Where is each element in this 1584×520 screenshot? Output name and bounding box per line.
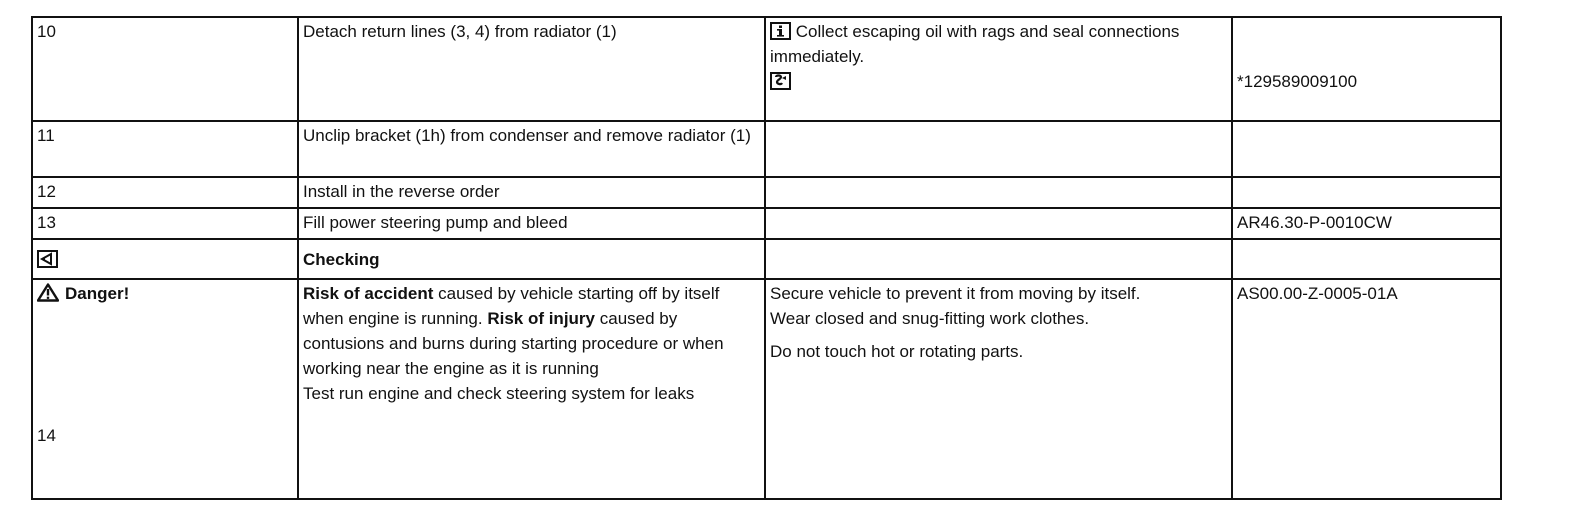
special-tool-icon <box>770 72 791 90</box>
table-row <box>32 208 1501 239</box>
note-cell <box>765 208 1232 239</box>
reference-cell <box>1232 17 1501 121</box>
risk-text: caused by contusions and burns during starting procedure or when working near the engine as it is running <box>303 309 724 378</box>
step-number: 14 <box>37 426 56 445</box>
action-cell <box>298 17 765 121</box>
info-icon <box>770 22 791 40</box>
safety-measure: Wear closed and snug-fitting work clothes. <box>770 309 1090 328</box>
reference-link[interactable]: AR46.30-P-0010CW <box>1237 213 1392 232</box>
risk-heading: Risk of accident <box>303 284 434 303</box>
step-action: Install in the reverse order <box>303 182 500 201</box>
table-row <box>32 279 1501 499</box>
reference-link[interactable]: AS00.00-Z-0005-01A <box>1237 284 1398 303</box>
action-cell <box>298 177 765 208</box>
step-number: 10 <box>37 22 56 41</box>
section-heading: Checking <box>303 250 380 269</box>
reference-cell <box>1232 208 1501 239</box>
reference-link[interactable]: *129589009100 <box>1237 72 1358 91</box>
note-cell <box>765 121 1232 177</box>
note-cell <box>765 239 1232 279</box>
step-action: Test run engine and check steering system for leaks <box>303 384 695 403</box>
step-number-cell <box>32 121 298 177</box>
step-number: 11 <box>37 126 55 145</box>
step-icon-cell <box>32 239 298 279</box>
reference-cell <box>1232 279 1501 499</box>
safety-measure: Do not touch hot or rotating parts. <box>770 342 1024 361</box>
action-cell <box>298 208 765 239</box>
step-number-cell <box>32 208 298 239</box>
step-action: Fill power steering pump and bleed <box>303 213 568 232</box>
procedure-table <box>31 16 1502 500</box>
table-row <box>32 17 1501 121</box>
risk-text: caused by vehicle starting off by itself when engine is running. <box>303 284 720 328</box>
note-cell <box>765 279 1232 499</box>
warning-triangle-icon <box>37 283 59 309</box>
note-cell <box>765 177 1232 208</box>
action-cell <box>298 121 765 177</box>
action-cell <box>298 279 765 499</box>
table-row <box>32 239 1501 279</box>
reference-cell <box>1232 121 1501 177</box>
step-number: 12 <box>37 182 56 201</box>
reference-cell <box>1232 177 1501 208</box>
note-text: Collect escaping oil with rags and seal connections immediately. <box>770 22 1180 66</box>
table-row <box>32 121 1501 177</box>
note-cell <box>765 17 1232 121</box>
checking-arrow-icon <box>37 250 58 268</box>
step-number-cell <box>32 177 298 208</box>
step-number-cell <box>32 17 298 121</box>
step-number: 13 <box>37 213 56 232</box>
step-action: Unclip bracket (1h) from condenser and remove radiator (1) <box>303 126 751 145</box>
risk-heading: Risk of injury <box>487 309 595 328</box>
danger-label: Danger! <box>65 284 130 303</box>
table-row <box>32 177 1501 208</box>
action-cell <box>298 239 765 279</box>
step-action: Detach return lines (3, 4) from radiator (1) <box>303 22 617 41</box>
reference-cell <box>1232 239 1501 279</box>
step-number-cell <box>32 279 298 499</box>
safety-measure: Secure vehicle to prevent it from moving by itself. <box>770 284 1141 303</box>
